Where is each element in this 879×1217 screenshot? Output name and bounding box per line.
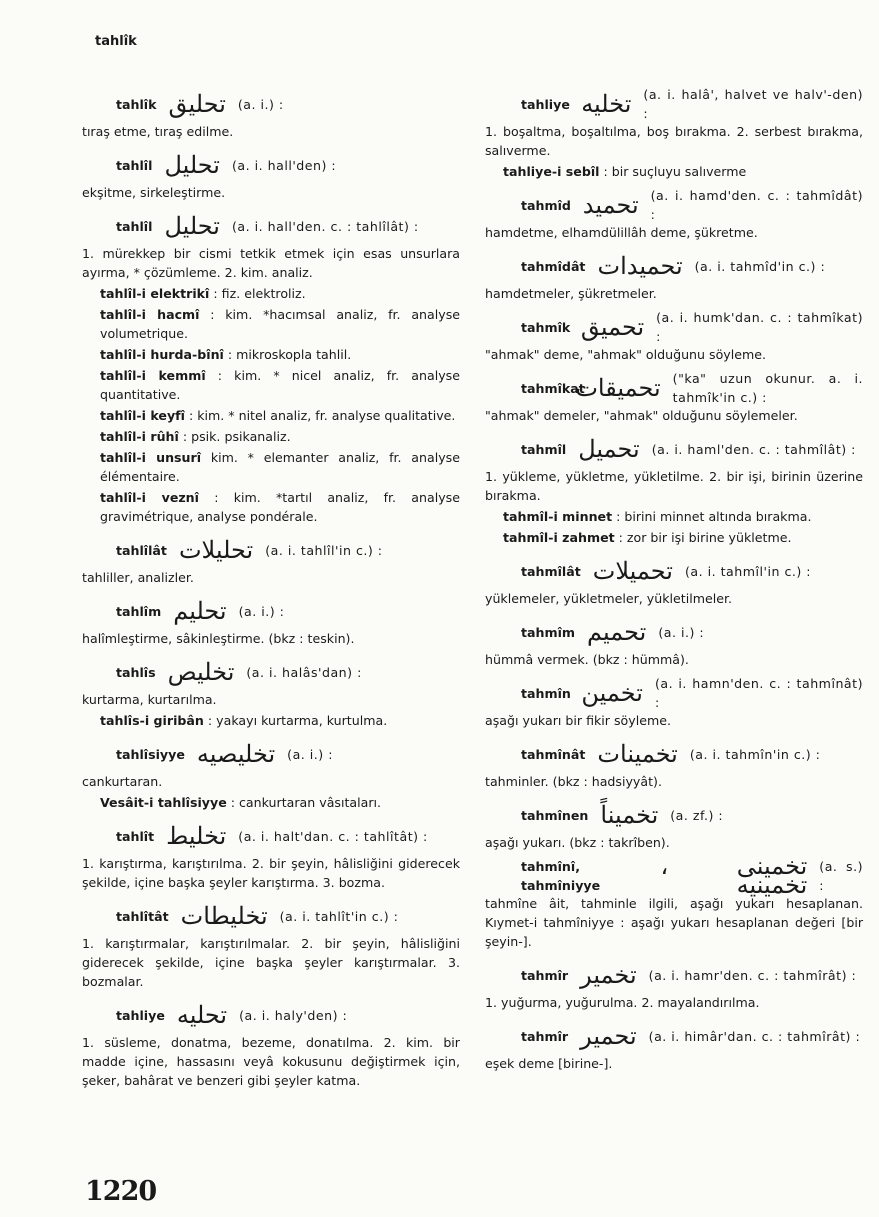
definition-text: hamdetmeler, şükretmeler. bbox=[485, 286, 657, 301]
entry-headline bbox=[82, 147, 460, 183]
sub-headword: tahlîs-i giribân bbox=[100, 713, 204, 728]
grammar-note: (a. i. halâ', halvet ve halv'-den) : bbox=[643, 87, 863, 121]
grammar-note: (a. i.) : bbox=[237, 96, 284, 112]
grammar-note: (a. i. halâs'dan) : bbox=[246, 664, 362, 680]
definition-text: aşağı yukarı bir fikir söyleme. bbox=[485, 713, 671, 728]
sub-definition: : kim. * nicel analiz, fr. analyse quantitative. bbox=[100, 368, 460, 402]
grammar-note: (a. i.) : bbox=[287, 746, 333, 762]
sub-headword: tahlîl-i unsurî bbox=[100, 450, 202, 465]
sub-definition: : psik. psikanaliz. bbox=[182, 429, 291, 444]
sub-entry bbox=[82, 448, 460, 486]
definition-text: 1. karıştırmalar, karıştırılmalar. 2. bir şeyin, hâlisliğini giderecek şekilde, içine başka şeyler karıştırmalar. 3. bozmalar. bbox=[82, 936, 460, 989]
grammar-note: (a. i. himâr'dan. c. : tahmîrât) : bbox=[648, 1028, 861, 1044]
sub-entry-line bbox=[82, 284, 460, 303]
grammar-note: (a. i. humk'dan. c. : tahmîkat) : bbox=[656, 310, 863, 344]
headword: tahlîk bbox=[116, 96, 157, 112]
grammar-note: (a. s.) : bbox=[819, 859, 863, 893]
headword: tahlîs bbox=[116, 664, 156, 680]
sub-definition: : cankurtaran vâsıtaları. bbox=[230, 795, 382, 810]
grammar-note: (a. i. hamd'den. c. : tahmîdât) : bbox=[650, 188, 863, 222]
dictionary-entry bbox=[485, 852, 863, 951]
sub-entry-line bbox=[82, 406, 460, 425]
page-number: 1220 bbox=[85, 1176, 157, 1207]
definition-text: tahliller, analizler. bbox=[82, 570, 194, 585]
entry-headline bbox=[485, 248, 863, 284]
definition-text: halîmleştirme, sâkinleştirme. (bkz : teskin). bbox=[82, 631, 355, 646]
dictionary-entry bbox=[82, 736, 460, 791]
dictionary-entry bbox=[82, 86, 460, 141]
arabic-script: تحليل bbox=[164, 211, 220, 240]
headword: tahlîl bbox=[116, 157, 153, 173]
arabic-script: تحليلات bbox=[178, 535, 254, 564]
definition-text: eşek deme [birine-]. bbox=[485, 1056, 613, 1071]
arabic-script: تخمين bbox=[581, 678, 643, 707]
sub-entry bbox=[82, 305, 460, 343]
sub-headword: tahlîl-i hurda-bînî bbox=[100, 347, 224, 362]
arabic-script: تحميقات bbox=[575, 373, 661, 402]
dictionary-entry bbox=[485, 675, 863, 730]
sub-entry bbox=[82, 711, 460, 730]
definition-text: hümmâ vermek. (bkz : hümmâ). bbox=[485, 652, 689, 667]
sub-entry-line bbox=[485, 507, 863, 526]
headword: tahliye bbox=[116, 1007, 165, 1023]
grammar-note: (a. i. hamr'den. c. : tahmîrât) : bbox=[648, 967, 857, 983]
dictionary-entry bbox=[485, 309, 863, 364]
headword: tahmîk bbox=[521, 319, 571, 335]
grammar-note: (a. i. haly'den) : bbox=[239, 1007, 348, 1023]
arabic-script: تخمينات bbox=[597, 739, 678, 768]
sub-entry bbox=[82, 793, 460, 812]
headword: tahmîkat bbox=[521, 380, 585, 396]
sub-headword: tahlîl-i hacmî bbox=[100, 307, 200, 322]
headword: tahmînî, tahmîniyye bbox=[521, 859, 601, 893]
dictionary-entry bbox=[485, 797, 863, 852]
definition-text: "ahmak" deme, "ahmak" olduğunu söyleme. bbox=[485, 347, 767, 362]
grammar-note: (a. zf.) : bbox=[670, 807, 724, 823]
dictionary-entry bbox=[485, 370, 863, 425]
sub-headword: tahlîl-i kemmî bbox=[100, 368, 206, 383]
arabic-script: تخليصيه bbox=[196, 739, 276, 768]
sub-entry bbox=[82, 284, 460, 303]
arabic-script: تخمير bbox=[580, 960, 637, 989]
sub-definition: : bir suçluyu salıverme bbox=[603, 164, 747, 179]
sub-headword: tahlîl-i elektrikî bbox=[100, 286, 210, 301]
entry-headline bbox=[485, 675, 863, 711]
entry-headline bbox=[485, 187, 863, 223]
entry-headline bbox=[82, 818, 460, 854]
sub-entry bbox=[82, 345, 460, 364]
sub-definition: : yakayı kurtarma, kurtulma. bbox=[207, 713, 388, 728]
entry-headline bbox=[485, 852, 863, 899]
grammar-note: (a. i. halt'dan. c. : tahlîtât) : bbox=[238, 828, 428, 844]
sub-entry-line bbox=[82, 366, 460, 404]
arabic-script: تحليه bbox=[176, 1000, 228, 1029]
definition-text: hamdetme, elhamdülillâh deme, şükretme. bbox=[485, 225, 758, 240]
headword: tahlîl bbox=[116, 218, 153, 234]
definition-text: 1. yükleme, yükletme, yükletilme. 2. bir işi, birinin üzerine bırakma. bbox=[485, 469, 863, 503]
definition-text: yüklemeler, yükletmeler, yükletilmeler. bbox=[485, 591, 732, 606]
arabic-script: تحميم bbox=[587, 617, 647, 646]
headword: tahmîm bbox=[521, 624, 576, 640]
arabic-script: تخميناً bbox=[600, 800, 659, 829]
grammar-note: (a. i. tahmîn'in c.) : bbox=[689, 746, 821, 762]
arabic-script: تحليم bbox=[173, 596, 227, 625]
sub-entry bbox=[82, 406, 460, 425]
arabic-script: تخليطات bbox=[180, 901, 268, 930]
sub-entry bbox=[82, 366, 460, 404]
dictionary-entry bbox=[485, 957, 863, 1012]
entry-headline bbox=[485, 957, 863, 993]
headword: tahlît bbox=[116, 828, 155, 844]
arabic-script: تخليص bbox=[167, 657, 235, 686]
headword: tahlîlât bbox=[116, 542, 167, 558]
left-column bbox=[82, 80, 460, 1090]
sub-entry bbox=[485, 162, 863, 181]
sub-headword: tahlîl-i rûhî bbox=[100, 429, 179, 444]
sub-entry-line bbox=[82, 427, 460, 446]
dictionary-entry bbox=[82, 593, 460, 648]
sub-definition: : fiz. elektroliz. bbox=[213, 286, 306, 301]
sub-entry bbox=[485, 528, 863, 547]
entry-headline bbox=[485, 553, 863, 589]
headword: tahlîsiyye bbox=[116, 746, 185, 762]
grammar-note: (a. i. hamn'den. c. : tahmînât) : bbox=[654, 676, 863, 710]
grammar-note: (a. i.) : bbox=[658, 624, 705, 640]
arabic-script: تحميلات bbox=[592, 556, 673, 585]
grammar-note: (a. i. hall'den) : bbox=[231, 157, 337, 173]
grammar-note: ("ka" uzun okunur. a. i. tahmîk'in c.) : bbox=[672, 371, 863, 405]
arabic-script: تحليل bbox=[164, 150, 220, 179]
headword: tahmîdât bbox=[521, 258, 586, 274]
sub-entry-line bbox=[485, 162, 863, 181]
sub-entry-line bbox=[485, 528, 863, 547]
entry-headline bbox=[485, 1018, 863, 1054]
dictionary-entry bbox=[82, 147, 460, 202]
definition-text: 1. boşaltma, boşaltılma, boş bırakma. 2. serbest bırakma, salıverme. bbox=[485, 124, 863, 158]
dictionary-entry bbox=[82, 654, 460, 709]
sub-definition: : mikroskopla tahlil. bbox=[227, 347, 352, 362]
running-header: tahlîk bbox=[95, 34, 137, 49]
dictionary-entry bbox=[82, 898, 460, 991]
entry-headline bbox=[82, 532, 460, 568]
entry-headline bbox=[82, 593, 460, 629]
entry-headline bbox=[82, 208, 460, 244]
headword: tahmîl bbox=[521, 441, 567, 457]
definition-text: "ahmak" demeler, "ahmak" olduğunu söylemeler. bbox=[485, 408, 798, 423]
arabic-script: تحميل bbox=[578, 434, 640, 463]
dictionary-entry bbox=[485, 614, 863, 669]
arabic-script: تحمير bbox=[580, 1021, 637, 1050]
definition-text: cankurtaran. bbox=[82, 774, 163, 789]
entry-headline bbox=[485, 370, 863, 406]
arabic-script: تحميدات bbox=[597, 251, 683, 280]
sub-headword: tahliye-i sebîl bbox=[503, 164, 600, 179]
headword: tahmîr bbox=[521, 967, 569, 983]
entry-headline bbox=[82, 997, 460, 1033]
sub-entry-line bbox=[82, 793, 460, 812]
entry-headline bbox=[485, 614, 863, 650]
arabic-script: تخمينى ، تخمينيه bbox=[660, 852, 808, 899]
entry-headline bbox=[485, 797, 863, 833]
sub-entry-line bbox=[82, 488, 460, 526]
headword: tahmîd bbox=[521, 197, 571, 213]
dictionary-entry bbox=[485, 431, 863, 505]
entry-headline bbox=[82, 736, 460, 772]
entry-headline bbox=[485, 431, 863, 467]
sub-definition: kim. * elemanter analiz, fr. analyse élémentaire. bbox=[100, 450, 460, 484]
dictionary-entry bbox=[485, 553, 863, 608]
definition-text: tahminler. (bkz : hadsiyyât). bbox=[485, 774, 662, 789]
headword: tahliye bbox=[521, 96, 570, 112]
sub-headword: Vesâit-i tahlîsiyye bbox=[100, 795, 227, 810]
entry-headline bbox=[485, 736, 863, 772]
definition-text: 1. mürekkep bir cismi tetkik etmek için esas unsurlara ayırma, * çözümleme. 2. kim. analiz. bbox=[82, 246, 460, 280]
sub-entry bbox=[82, 488, 460, 526]
grammar-note: (a. i. haml'den. c. : tahmîlât) : bbox=[651, 441, 856, 457]
dictionary-entry bbox=[485, 187, 863, 242]
grammar-note: (a. i. hall'den. c. : tahlîlât) : bbox=[231, 218, 419, 234]
definition-text: 1. karıştırma, karıştırılma. 2. bir şeyin, hâlisliğini giderecek şekilde, içine başka şeyler karıştırma. 3. bozma. bbox=[82, 856, 460, 890]
headword: tahlîtât bbox=[116, 908, 169, 924]
grammar-note: (a. i. tahmîd'in c.) : bbox=[694, 258, 826, 274]
sub-entry-line bbox=[82, 448, 460, 486]
dictionary-entry bbox=[82, 208, 460, 282]
definition-text: aşağı yukarı. (bkz : takrîben). bbox=[485, 835, 670, 850]
headword: tahmîlât bbox=[521, 563, 581, 579]
headword: tahmînât bbox=[521, 746, 586, 762]
sub-definition: : kim. * nitel analiz, fr. analyse qualitative. bbox=[188, 408, 456, 423]
grammar-note: (a. i.) : bbox=[238, 603, 285, 619]
dictionary-entry bbox=[82, 997, 460, 1090]
definition-text: tahmîne âit, tahminle ilgili, aşağı yukarı hesaplanan. Kıymet-i tahmîniyye : aşağı yukarı hesaplanan değeri [bir şeyin-]. bbox=[485, 896, 863, 949]
arabic-script: تحميد bbox=[582, 190, 639, 219]
dictionary-entry bbox=[485, 86, 863, 160]
sub-entry bbox=[82, 427, 460, 446]
dictionary-entry bbox=[82, 532, 460, 587]
sub-headword: tahmîl-i zahmet bbox=[503, 530, 615, 545]
sub-definition: : kim. *tartıl analiz, fr. analyse gravimétrique, analyse pondérale. bbox=[100, 490, 460, 524]
dictionary-entry bbox=[485, 736, 863, 791]
grammar-note: (a. i. tahmîl'in c.) : bbox=[684, 563, 812, 579]
definition-text: ekşitme, sirkeleştirme. bbox=[82, 185, 226, 200]
sub-definition: : kim. *hacımsal analiz, fr. analyse volumetrique. bbox=[100, 307, 460, 341]
arabic-script: تخليه bbox=[581, 89, 632, 118]
definition-text: kurtarma, kurtarılma. bbox=[82, 692, 217, 707]
headword: tahmîn bbox=[521, 685, 571, 701]
entry-headline bbox=[485, 86, 863, 122]
definition-text: 1. yuğurma, yuğurulma. 2. mayalandırılma. bbox=[485, 995, 760, 1010]
dictionary-entry bbox=[82, 818, 460, 892]
entry-headline bbox=[485, 309, 863, 345]
headword: tahmîr bbox=[521, 1028, 569, 1044]
sub-headword: tahmîl-i minnet bbox=[503, 509, 613, 524]
sub-entry-line bbox=[82, 305, 460, 343]
arabic-script: تحليق bbox=[168, 89, 226, 118]
headword: tahlîm bbox=[116, 603, 162, 619]
sub-definition: : zor bir işi birine yükletme. bbox=[618, 530, 792, 545]
dictionary-entry bbox=[485, 248, 863, 303]
arabic-script: تحميق bbox=[580, 312, 645, 341]
definition-text: tıraş etme, tıraş edilme. bbox=[82, 124, 234, 139]
sub-definition: : birini minnet altında bırakma. bbox=[616, 509, 812, 524]
arabic-script: تخليط bbox=[166, 821, 227, 850]
grammar-note: (a. i. tahlîl'in c.) : bbox=[265, 542, 383, 558]
sub-headword: tahlîl-i veznî bbox=[100, 490, 199, 505]
dictionary-entry bbox=[485, 1018, 863, 1073]
right-column bbox=[485, 80, 863, 1073]
entry-headline bbox=[82, 86, 460, 122]
grammar-note: (a. i. tahlît'in c.) : bbox=[279, 908, 399, 924]
sub-entry-line bbox=[82, 345, 460, 364]
entry-headline bbox=[82, 898, 460, 934]
definition-text: 1. süsleme, donatma, bezeme, donatılma. 2. kim. bir madde içine, hassasını veyâ kokusunu değiştirmek için, şeker, bahârat ve benzeri gibi şeyler katma. bbox=[82, 1035, 460, 1088]
headword: tahmînen bbox=[521, 807, 589, 823]
sub-entry bbox=[485, 507, 863, 526]
entry-headline bbox=[82, 654, 460, 690]
sub-headword: tahlîl-i keyfî bbox=[100, 408, 185, 423]
sub-entry-line bbox=[82, 711, 460, 730]
